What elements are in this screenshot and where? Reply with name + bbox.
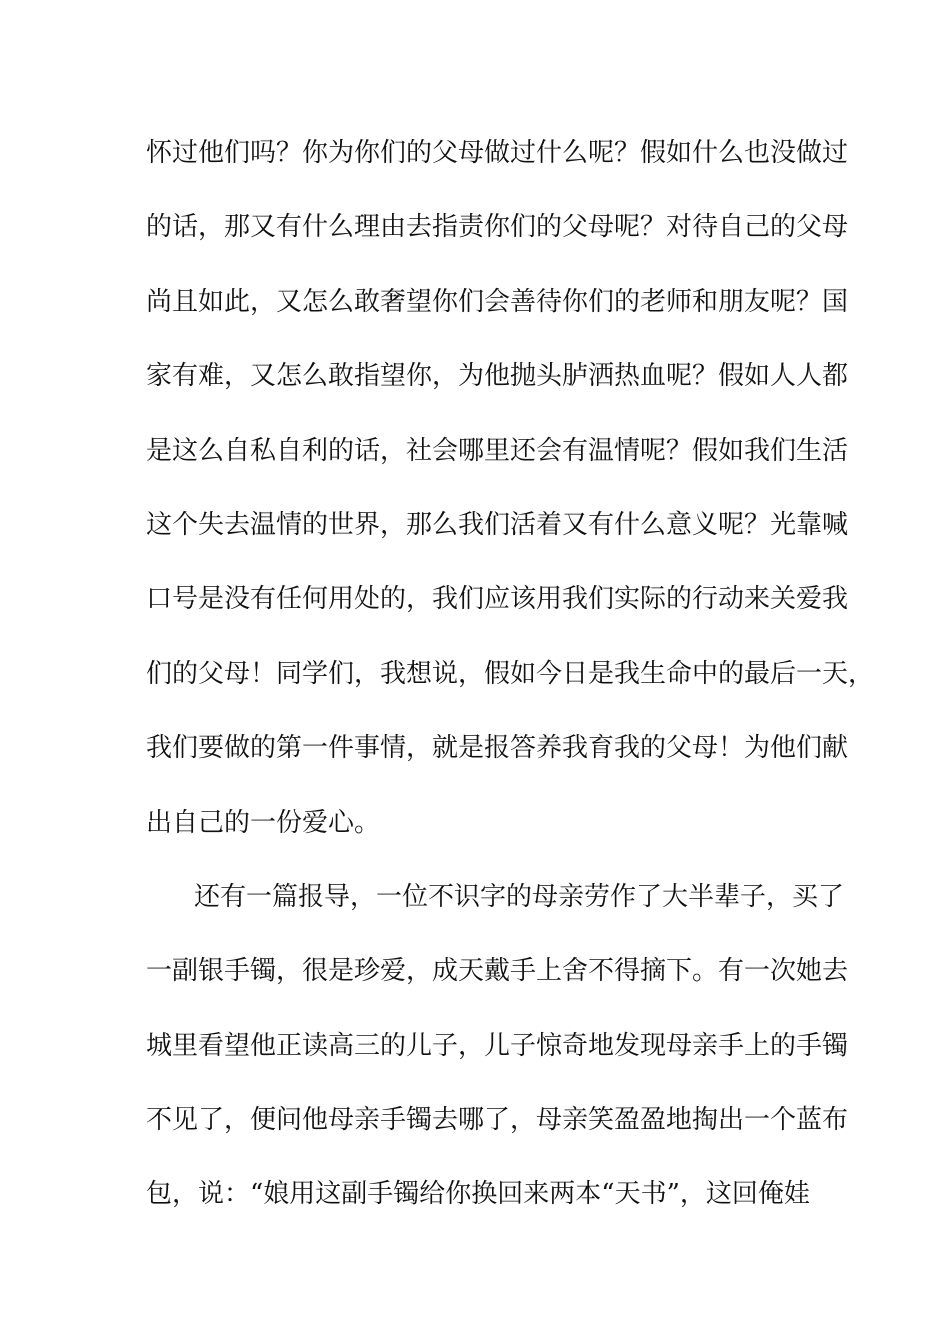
text-line: 一副银手镯，很是珍爱，成天戴手上舍不得摘下。有一次她去	[146, 956, 849, 987]
text-line: 这个失去温情的世界，那么我们活着又有什么意义呢？光靠喊	[146, 509, 849, 540]
text-line: 是这么自私自利的话，社会哪里还会有温情呢？假如我们生活	[146, 435, 849, 466]
paragraph-first-line: 还有一篇报导，一位不识字的母亲劳作了大半辈子，买了	[194, 881, 845, 912]
text-line: 的话，那又有什么理由去指责你们的父母呢？对待自己的父母	[146, 212, 849, 243]
text-line: 尚且如此，又怎么敢奢望你们会善待你们的老师和朋友呢？国	[146, 286, 849, 317]
text-line: 我们要做的第一件事情，就是报答养我育我的父母！为他们献	[146, 733, 849, 764]
text-line: 出自己的一份爱心。	[146, 807, 381, 838]
text-line: 不见了，便问他母亲手镯去哪了，母亲笑盈盈地掏出一个蓝布	[146, 1105, 849, 1136]
text-line: 们的父母！同学们，我想说，假如今日是我生命中的最后一天，	[146, 658, 875, 689]
text-line: 家有难，又怎么敢指望你，为他抛头胪洒热血呢？假如人人都	[146, 361, 849, 392]
text-line: 怀过他们吗？你为你们的父母做过什么呢？假如什么也没做过	[146, 138, 849, 168]
text-line: 口号是没有任何用处的，我们应该用我们实际的行动来关爱我	[146, 584, 849, 615]
text-line: 包，说：“娘用这副手镯给你换回来两本“天书”，这回俺娃	[146, 1179, 810, 1210]
body-text	[146, 133, 875, 1249]
text-line: 城里看望他正读高三的儿子，儿子惊奇地发现母亲手上的手镯	[146, 1030, 849, 1061]
